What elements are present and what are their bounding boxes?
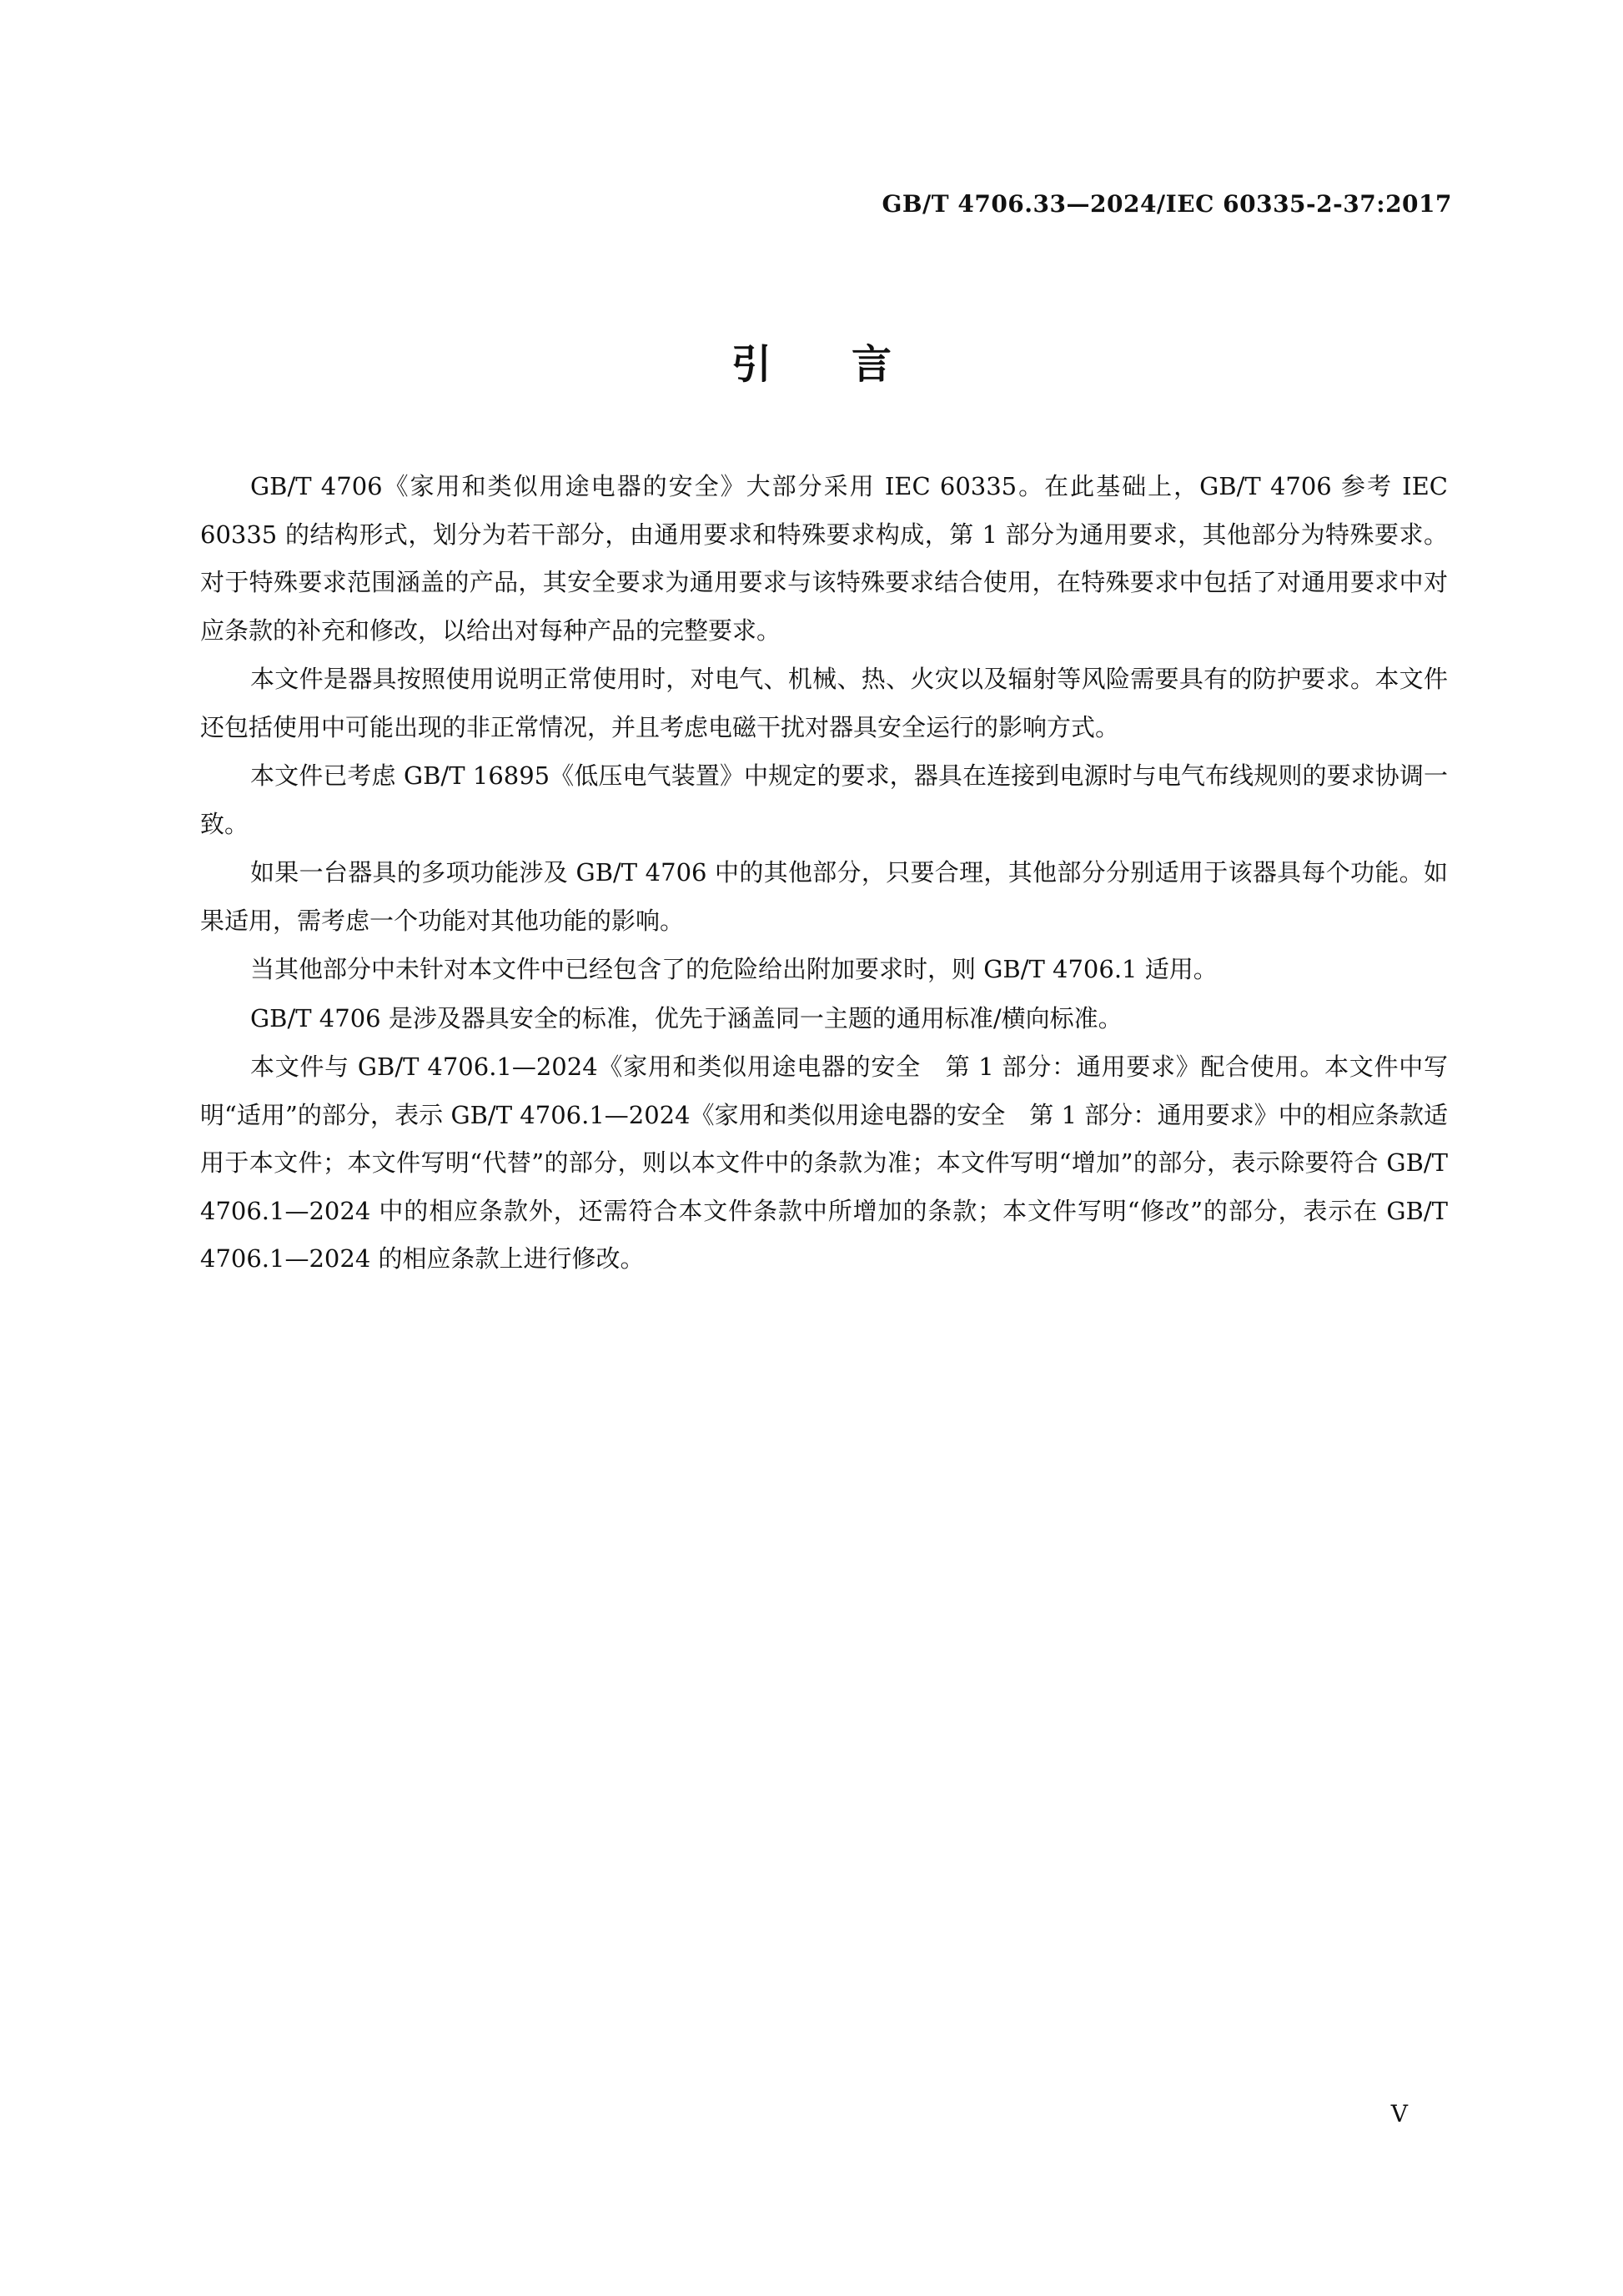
- paragraph-4: 如果一台器具的多项功能涉及 GB/T 4706 中的其他部分，只要合理，其他部分分别适用于该器具每个功能。如果适用，需考虑一个功能对其他功能的影响。: [200, 858, 1448, 935]
- paragraph-6: GB/T 4706 是涉及器具安全的标准，优先于涵盖同一主题的通用标准/横向标准。: [250, 1003, 1123, 1032]
- body-text: [200, 463, 1448, 1284]
- section-title: 引言: [731, 341, 972, 388]
- paragraph-5: 当其他部分中未针对本文件中已经包含了的危险给出附加要求时，则 GB/T 4706.1 适用。: [250, 955, 1218, 983]
- paragraph-1: GB/T 4706《家用和类似用途电器的安全》大部分采用 IEC 60335。在此基础上，GB/T 4706 参考 IEC 60335 的结构形式，划分为若干部分，由通用要求和特殊要求构成，第 1 部分为通用要求，其他部分为特殊要求。对于特殊要求范围涵盖的产品，其安全要求为通用要求与该特殊要求结合使用，在特殊要求中包括了对通用要求中对应条款的补充和修改，以给出对每种产品的完整要求。: [200, 472, 1448, 645]
- paragraph-3: 本文件已考虑 GB/T 16895《低压电气装置》中规定的要求，器具在连接到电源时与电气布线规则的要求协调一致。: [200, 761, 1448, 838]
- paragraph-7: 本文件与 GB/T 4706.1—2024《家用和类似用途电器的安全 第 1 部分：通用要求》配合使用。本文件中写明“适用”的部分，表示 GB/T 4706.1—2024《家用和类似用途电器的安全 第 1 部分：通用要求》中的相应条款适用于本文件；本文件写明“代替”的部分，则以本文件中的条款为准；本文件写明“增加”的部分，表示除要符合 GB/T 4706.1—2024 中的相应条款外，还需符合本文件条款中所增加的条款；本文件写明“修改”的部分，表示在 GB/T 4706.1—2024 的相应条款上进行修改。: [200, 1053, 1448, 1273]
- paragraph-2: 本文件是器具按照使用说明正常使用时，对电气、机械、热、火灾以及辐射等风险需要具有的防护要求。本文件还包括使用中可能出现的非正常情况，并且考虑电磁干扰对器具安全运行的影响方式。: [200, 665, 1448, 741]
- standard-code-header: GB/T 4706.33—2024/IEC 60335-2-37:2017: [882, 190, 1452, 218]
- page-number: V: [1390, 2100, 1408, 2128]
